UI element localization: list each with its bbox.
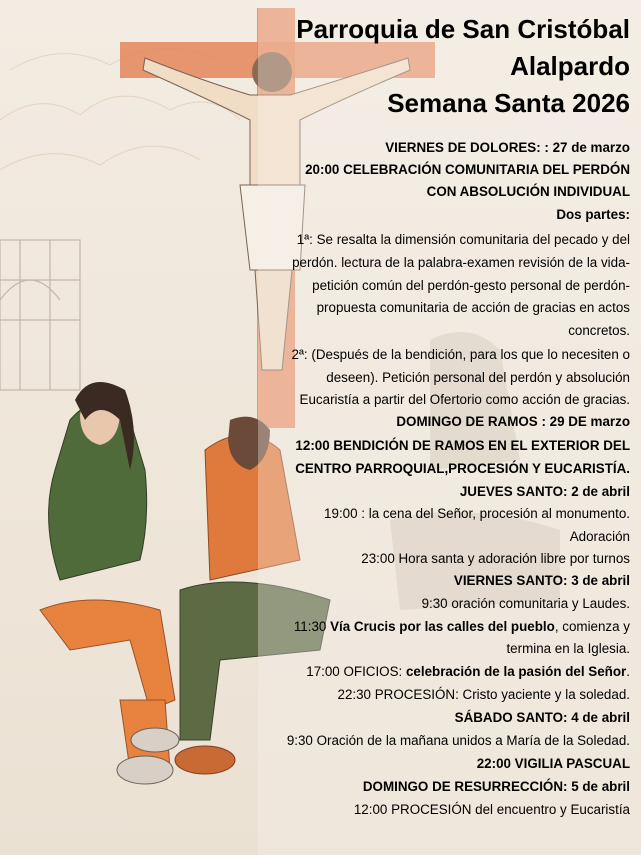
schedule-line <box>385 138 630 158</box>
schedule-line-text: 22:30 PROCESIÓN: Cristo yaciente y la soledad. <box>337 687 630 702</box>
schedule-line-text: 1ª: Se resalta la dimensión comunitaria del pecado y del <box>296 232 630 247</box>
schedule-line-text: SÁBADO SANTO: 4 de abril <box>454 710 630 725</box>
schedule-line <box>570 527 630 547</box>
schedule-line-text: 19:00 : la cena del Señor, procesión al monumento. <box>324 506 630 521</box>
woman-figure <box>40 382 179 784</box>
schedule-line-text: concretos. <box>568 323 630 338</box>
town-title: Alalpardo <box>510 51 630 81</box>
schedule-line-text: Adoración <box>569 529 630 544</box>
building-sketch <box>0 240 80 390</box>
schedule-line-text: 9:30 oración comunitaria y Laudes. <box>421 596 630 611</box>
schedule-line-text: DOMINGO DE RESURRECCIÓN: 5 de abril <box>362 779 630 794</box>
schedule-line-text: CENTRO PARROQUIAL,PROCESIÓN Y EUCARISTÍA. <box>295 461 630 476</box>
schedule-line-text: DOMINGO DE RAMOS : 29 DE marzo <box>396 414 630 429</box>
schedule-line <box>300 390 630 410</box>
schedule-line <box>361 549 630 569</box>
schedule-line-text: 11:30 <box>293 619 331 634</box>
schedule-line-text: termina en la Iglesia. <box>506 641 630 656</box>
schedule-line-text: Dos partes: <box>556 207 630 222</box>
schedule-line-text: Eucaristía a partir del Ofertorio como acción de gracias. <box>299 392 630 407</box>
parish-title: Parroquia de San Cristóbal <box>296 14 630 44</box>
schedule-line-text: 22:00 VIGILIA PASCUAL <box>476 756 630 771</box>
event-title: Semana Santa 2026 <box>387 88 630 118</box>
schedule-line <box>477 754 630 774</box>
schedule-line <box>326 368 630 388</box>
schedule-line-text: 20:00 CELEBRACIÓN COMUNITARIA DEL PERDÓN <box>305 162 630 177</box>
schedule-line-text: petición común del perdón-gesto personal de perdón- <box>312 278 630 293</box>
schedule-line <box>363 777 630 797</box>
schedule-line-emphasis: Vía Crucis por las calles del pueblo <box>330 619 555 634</box>
schedule-line-rest: . <box>626 664 630 679</box>
schedule-line <box>338 685 631 705</box>
schedule-line-text: 23:00 Hora santa y adoración libre por turnos <box>361 551 630 566</box>
schedule-line <box>568 321 630 341</box>
schedule-line-text: propuesta comunitaria de acción de gracias en actos <box>316 300 630 315</box>
schedule-line <box>455 708 630 728</box>
schedule-line <box>287 731 630 751</box>
schedule-line <box>292 345 630 365</box>
schedule-line <box>506 639 630 659</box>
schedule-line <box>305 160 630 180</box>
schedule-line <box>354 800 630 820</box>
schedule-line-text: 9:30 Oración de la mañana unidos a María de la Soledad. <box>286 733 630 748</box>
schedule-line <box>454 571 630 591</box>
schedule-line-text: perdón. lectura de la palabra-examen revisión de la vida- <box>292 255 630 270</box>
schedule-line <box>292 253 630 273</box>
schedule-line <box>556 205 630 225</box>
schedule-line-text: 12:00 BENDICIÓN DE RAMOS EN EL EXTERIOR DEL <box>295 438 630 453</box>
schedule-line <box>396 412 630 432</box>
schedule-line <box>295 436 630 456</box>
schedule-line-emphasis: celebración de la pasión del Señor <box>405 664 627 679</box>
schedule-line <box>306 662 630 682</box>
schedule-line <box>295 459 630 479</box>
schedule-line-rest: , comienza y <box>554 619 630 634</box>
schedule-line <box>324 504 630 524</box>
schedule-line-text: CON ABSOLUCIÓN INDIVIDUAL <box>426 184 630 199</box>
schedule-line <box>460 482 630 502</box>
schedule-line-text: 12:00 PROCESIÓN del encuentro y Eucaristía <box>353 802 630 817</box>
schedule-line-text: deseen). Petición personal del perdón y absolución <box>326 370 630 385</box>
schedule-line <box>297 230 630 250</box>
schedule-line <box>317 298 630 318</box>
schedule-line-text: JUEVES SANTO: 2 de abril <box>459 484 630 499</box>
schedule-line-text: VIERNES SANTO: 3 de abril <box>453 573 630 588</box>
schedule-line <box>422 594 630 614</box>
schedule-line <box>312 276 630 296</box>
schedule-line <box>427 182 630 202</box>
schedule-line-text: 2ª: (Después de la bendición, para los que lo necesiten o <box>291 347 630 362</box>
schedule-line <box>294 617 630 637</box>
schedule-line-text: 17:00 OFICIOS: <box>306 664 406 679</box>
schedule-line-text: VIERNES DE DOLORES: : 27 de marzo <box>385 140 630 155</box>
